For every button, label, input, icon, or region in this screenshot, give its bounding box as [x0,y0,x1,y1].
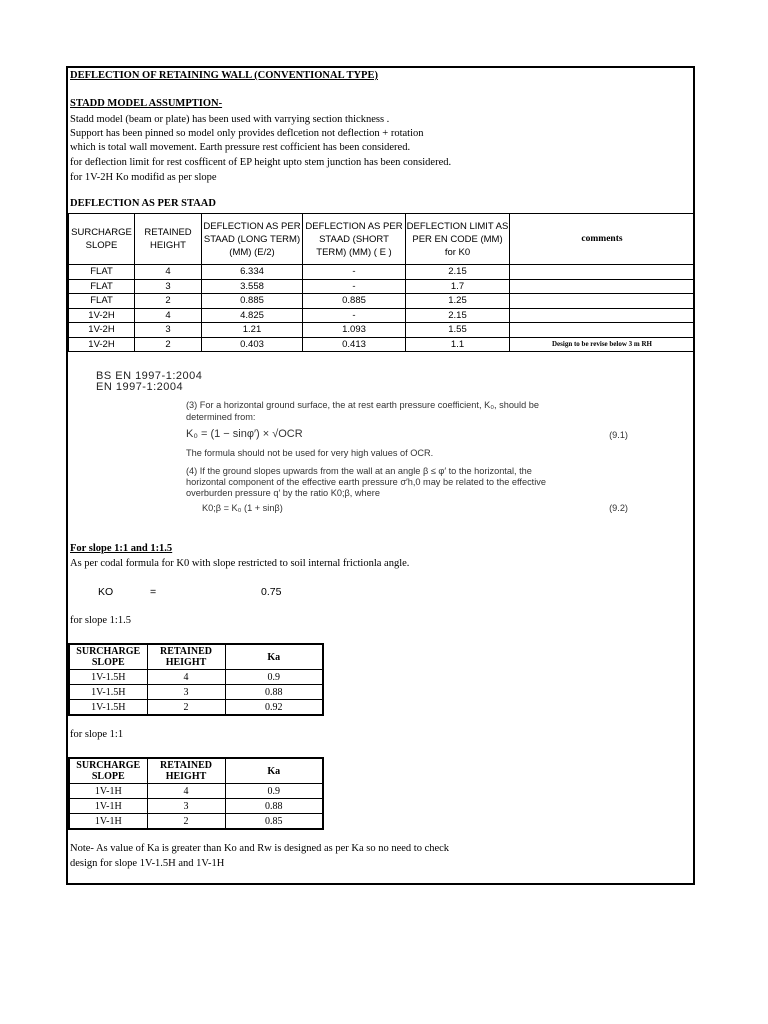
code-paragraph: determined from: [186,412,256,422]
table-row [69,308,695,323]
table-header-row [69,644,323,670]
table-cell [510,308,695,323]
table-row [69,323,695,338]
table-cell: 1.55 [406,323,510,338]
table-cell: 4.825 [202,308,303,323]
column-header: RETAINED HEIGHT [135,214,202,265]
table-cell: FLAT [69,294,135,309]
ko-label: KO [98,586,114,598]
column-header: DEFLECTION LIMIT AS PER EN CODE (MM) for K0 [406,214,510,265]
assumption-heading: STADD MODEL ASSUMPTION- [70,98,223,109]
table-cell: 0.88 [225,799,323,814]
table-row [69,265,695,280]
assumption-line: for deflection limit for rest cosfficent of EP height upto stem junction has been considered. [70,157,452,168]
column-header: RETAINED HEIGHT [147,758,225,784]
code-paragraph: overburden pressure q′ by the ratio K0;β, where [186,488,380,498]
table-row [69,279,695,294]
column-header: Ka [225,644,323,670]
assumption-line: Stadd model (beam or plate) has been used with varrying section thickness . [70,114,390,125]
deflection-heading: DEFLECTION AS PER STAAD [70,198,216,209]
table-cell: 0.885 [303,294,406,309]
table-cell: 1.1 [406,337,510,352]
ko-equals: = [150,586,157,598]
equation-number: (9.1) [609,430,628,440]
table-cell: 3.558 [202,279,303,294]
slope-heading: For slope 1:1 and 1:1.5 [70,543,173,554]
table-cell [510,294,695,309]
table-cell: 0.403 [202,337,303,352]
table-cell: 2.15 [406,265,510,280]
table-cell: 2 [135,294,202,309]
equation-number: (9.2) [609,503,628,513]
table-cell: 4 [147,784,225,799]
table-cell: 0.885 [202,294,303,309]
table-cell: FLAT [69,279,135,294]
table-cell: 0.85 [225,814,323,830]
slope-text: As per codal formula for K0 with slope restricted to soil internal frictionla angle. [70,558,410,569]
ko-value: 0.75 [261,586,282,598]
table-cell: 2 [147,700,225,716]
table-cell: 0.88 [225,685,323,700]
code-reference-excerpt [88,366,648,516]
table-row [69,784,323,799]
column-header: SURCHARGE SLOPE [69,214,135,265]
equation: K₀ = (1 − sinφ′) × √OCR [186,428,303,440]
table-cell: 1V-1H [69,784,147,799]
slope15-label: for slope 1:1.5 [70,615,131,626]
table-cell: 2 [135,337,202,352]
table-cell: 3 [147,685,225,700]
table-cell: 4 [147,670,225,685]
code-paragraph: horizontal component of the effective earth pressure σ′h,0 may be related to the effective [186,477,546,487]
table-cell: 2.15 [406,308,510,323]
code-paragraph: (4) If the ground slopes upwards from the wall at an angle β ≤ φ′ to the horizontal, the [186,466,532,476]
table-cell: 0.9 [225,784,323,799]
table-cell: 1V-1H [69,814,147,830]
table-cell: FLAT [69,265,135,280]
assumption-line: which is total wall movement. Earth pressure rest cofficient has been considered. [70,142,411,153]
code-paragraph: (3) For a horizontal ground surface, the at rest earth pressure coefficient, K₀, should be [186,400,539,410]
table-header-row [69,758,323,784]
table-cell: 4 [135,265,202,280]
table-row [69,700,323,716]
standard-label: BS EN 1997-1:2004 [96,370,203,382]
ka-table-slope-1-1.5 [68,643,324,716]
table-cell: Design to be revise below 3 m RH [510,337,695,352]
ka-table-slope-1-1 [68,757,324,830]
table-cell: 1.25 [406,294,510,309]
code-paragraph: The formula should not be used for very high values of OCR. [186,448,434,458]
table-cell: 1.21 [202,323,303,338]
column-header: DEFLECTION AS PER STAAD (SHORT TERM) (MM) ( E ) [303,214,406,265]
column-header: SURCHARGE SLOPE [69,758,147,784]
table-row [69,337,695,352]
table-cell: - [303,265,406,280]
standard-label: EN 1997-1:2004 [96,381,184,393]
table-cell: 1V-2H [69,323,135,338]
table-cell: 6.334 [202,265,303,280]
table-cell [510,265,695,280]
table-cell: 1V-1.5H [69,685,147,700]
table-cell: 2 [147,814,225,830]
table-cell: - [303,279,406,294]
table-header-row [69,214,695,265]
table-row [69,799,323,814]
table-cell: 3 [135,279,202,294]
table-cell: 3 [135,323,202,338]
table-row [69,814,323,830]
table-cell: 0.9 [225,670,323,685]
table-cell: 1V-1.5H [69,700,147,716]
column-header: Ka [225,758,323,784]
note-line: Note- As value of Ka is greater than Ko and Rw is designed as per Ka so no need to check [70,843,450,854]
document-title: DEFLECTION OF RETAINING WALL (CONVENTIONAL TYPE) [70,70,378,81]
assumption-line: for 1V-2H Ko modifid as per slope [70,172,217,183]
table-cell: 1V-2H [69,337,135,352]
column-header: DEFLECTION AS PER STAAD (LONG TERM) (MM) (E/2) [202,214,303,265]
table-row [69,670,323,685]
document-sheet [66,66,695,885]
table-cell: 1V-2H [69,308,135,323]
table-cell: 0.92 [225,700,323,716]
table-cell [510,323,695,338]
column-header: comments [510,214,695,265]
table-cell: 1.093 [303,323,406,338]
table-cell: 1.7 [406,279,510,294]
table-cell: 1V-1H [69,799,147,814]
table-cell: - [303,308,406,323]
note-line: design for slope 1V-1.5H and 1V-1H [70,858,225,869]
column-header: RETAINED HEIGHT [147,644,225,670]
column-header: SURCHARGE SLOPE [69,644,147,670]
table-row [69,294,695,309]
deflection-table [68,213,695,352]
assumption-line: Support has been pinned so model only provides deflcetion not deflection + rotation [70,128,424,139]
table-cell: 1V-1.5H [69,670,147,685]
table-row [69,685,323,700]
slope1-label: for slope 1:1 [70,729,124,740]
table-cell: 0.413 [303,337,406,352]
table-cell [510,279,695,294]
table-cell: 3 [147,799,225,814]
equation: K0;β = K₀ (1 + sinβ) [202,503,283,513]
table-cell: 4 [135,308,202,323]
